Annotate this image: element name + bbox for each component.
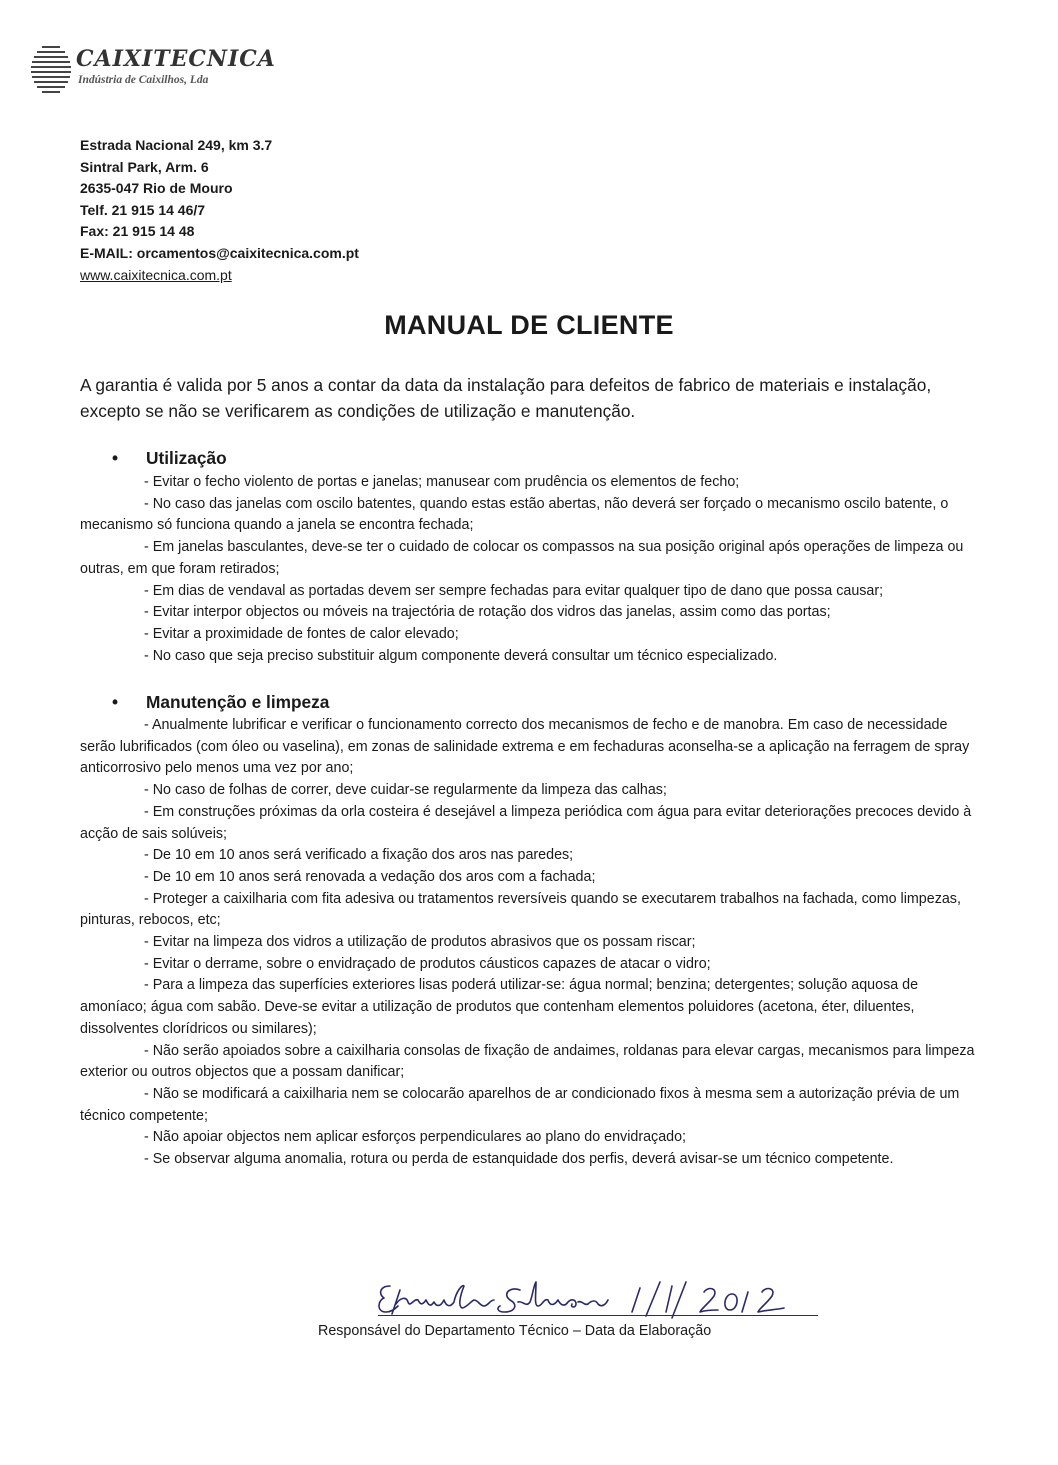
signature-caption: Responsável do Departamento Técnico – Data da Elaboração (318, 1323, 712, 1339)
address-park: Sintral Park, Arm. 6 (80, 158, 209, 175)
list-item: - No caso que seja preciso substituir algum componente deverá consultar um técnico especializado. (144, 647, 778, 664)
list-item: - Em dias de vendaval as portadas devem ser sempre fechadas para evitar qualquer tipo de dano que possa causar; (144, 582, 884, 599)
bullet-icon: • (112, 448, 119, 468)
company-logo (30, 40, 330, 100)
company-name: CAIXITECNICA (76, 46, 276, 72)
list-item: - Evitar a proximidade de fontes de calor elevado; (144, 625, 459, 642)
list-item: - Não serão apoiados sobre a caixilharia consolas de fixação de andaimes, roldanas para elevar cargas, mecanismos para limpeza exterior ou outros objectos que a possam danificar; (80, 1042, 975, 1081)
address-fax: Fax: 21 915 14 48 (80, 223, 195, 240)
list-item: - De 10 em 10 anos será verificado a fixação dos aros nas paredes; (144, 847, 574, 864)
website-link[interactable]: www.caixitecnica.com.pt (80, 266, 232, 283)
list-item: - Evitar o fecho violento de portas e janelas; manusear com prudência os elementos de fecho; (144, 474, 740, 490)
section-heading-manutencao (112, 692, 329, 713)
list-item: - Evitar interpor objectos ou móveis na trajectória de rotação dos vidros das janelas, assim como das portas; (144, 604, 831, 621)
bullet-icon: • (112, 692, 119, 712)
address-postal: 2635-047 Rio de Mouro (80, 180, 233, 197)
address-phone: Telf. 21 915 14 46/7 (80, 201, 206, 218)
list-item: - Em janelas basculantes, deve-se ter o cuidado de colocar os compassos na sua posição original após operações de limpeza ou outras, em que foram retirados; (80, 539, 964, 577)
list-item: - De 10 em 10 anos será renovada a vedação dos aros com a fachada; (144, 868, 596, 885)
utilizacao-list (80, 472, 980, 667)
list-item: - No caso de folhas de correr, deve cuidar-se regularmente da limpeza das calhas; (144, 782, 667, 799)
list-item: - Proteger a caixilharia com fita adesiva ou tratamentos reversíveis quando se executarem trabalhos na fachada, como limpezas, pinturas, rebocos, etc; (80, 890, 961, 929)
address-street: Estrada Nacional 249, km 3.7 (80, 137, 273, 153)
list-item: - Evitar na limpeza dos vidros a utilização de produtos abrasivos que os possam riscar; (144, 934, 696, 951)
company-subtitle: Indústria de Caixilhos, Lda (78, 74, 209, 86)
company-address (80, 135, 359, 286)
signature-line (378, 1315, 818, 1316)
list-item: - Para a limpeza das superfícies exteriores lisas poderá utilizar-se: água normal; benzina; detergentes; solução aquosa de amoníaco; água com sabão. Deve-se evitar a utilização de produtos que contenham elementos poluidores (acetona, éter, diluentes, dissolventes clorídricos ou similares); (80, 977, 919, 1037)
section-heading-label: Manutenção e limpeza (146, 692, 330, 712)
address-email: E-MAIL: orcamentos@caixitecnica.com.pt (80, 244, 359, 261)
list-item: - Não apoiar objectos nem aplicar esforços perpendiculares ao plano do envidraçado; (144, 1129, 687, 1146)
list-item: - Em construções próximas da orla costeira é desejável a limpeza periódica com água para evitar deteriorações precoces devido à acção de sais solúveis; (80, 803, 972, 842)
globe-stripes-icon (30, 44, 74, 100)
list-item: - No caso das janelas com oscilo batentes, quando estas estão abertas, não deverá ser forçado o mecanismo oscilo batente, o mecanismo só funciona quando a janela se encontra fechada; (80, 495, 949, 534)
section-heading-utilizacao (112, 448, 227, 469)
list-item: - Evitar o derrame, sobre o envidraçado de produtos cáusticos capazes de atacar o vidro; (144, 955, 711, 972)
signature-drawing (370, 1270, 830, 1330)
section-heading-label: Utilização (146, 448, 227, 468)
list-item: - Se observar alguma anomalia, rotura ou perda de estanquidade dos perfis, deverá avisar-se um técnico competente. (144, 1151, 894, 1168)
manutencao-list (80, 715, 980, 1171)
list-item: - Anualmente lubrificar e verificar o funcionamento correcto dos mecanismos de fecho e de manobra. Em caso de necessidade serão lubrificados (com óleo ou vaselina), em zonas de salinidade extrema e em fechaduras aconselha-se a aplicação na ferragem de spray anticorrosivo pelo menos uma vez por ano; (80, 717, 970, 777)
list-item: - Não se modificará a caixilharia nem se colocarão aparelhos de ar condicionado fixos à mesma sem a autorização prévia de um técnico competente; (80, 1085, 960, 1124)
intro-paragraph: A garantia é valida por 5 anos a contar da data da instalação para defeitos de fabrico de materiais e instalação, excepto se não se verificarem as condições de utilização e manutenção. (80, 375, 932, 421)
page-title: MANUAL DE CLIENTE (384, 310, 674, 340)
